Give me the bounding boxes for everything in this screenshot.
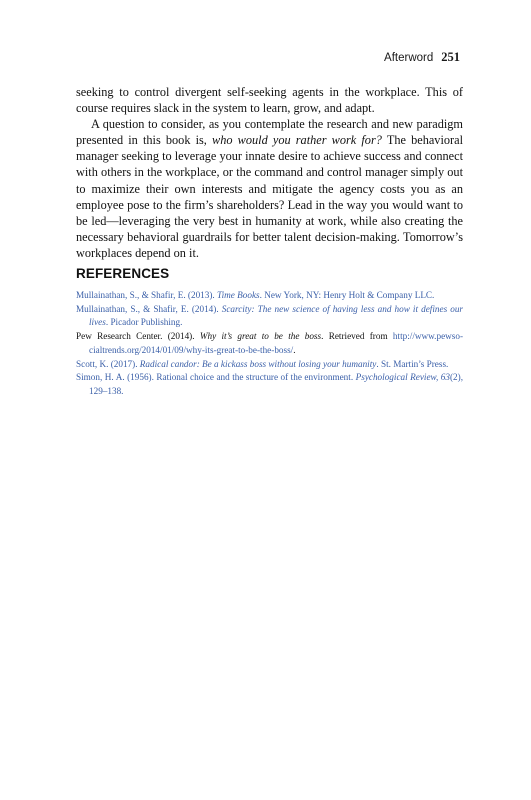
reference-publisher[interactable]: . Picador Publishing. — [105, 317, 183, 328]
reference-journal[interactable]: Psychological Review, 63 — [355, 372, 450, 383]
paragraph-2-question: who would you rather work for? — [212, 133, 382, 148]
paragraph-2-text-end: The behavioral manager seeking to leverage your innate desire to achieve success and connect with others in the workplace, or the command and control manager simply out to maximize their own interests and mitigate the agency costs you as an employee pose to the firm’s shareholders? Lead in the way you would want to be led—leveraging the very best in humanity at work, while also creating the necessary behavioral guardrails for better talent decision-making. Tomorrow’s workplaces depend on it. — [76, 133, 463, 260]
paragraph-1: seeking to control divergent self-seeking agents in the workplace. This of course requires slack in the system to learn, grow, and adapt. — [76, 85, 463, 116]
reference-end: . — [293, 344, 296, 355]
reference-publisher[interactable]: . New York, NY: Henry Holt & Company LLC. — [259, 290, 435, 300]
reference-title[interactable]: Radical candor: Be a kickass boss without losing your humanity — [139, 358, 377, 369]
reference-title[interactable]: Time Books — [217, 290, 260, 300]
paragraph-2 — [76, 116, 463, 261]
reference-url-link[interactable]: http://www.pewsocialtrends.org/2014/01/09/why-its-great-to-be-the-boss/ — [89, 331, 464, 355]
reference-item — [76, 371, 463, 398]
reference-title[interactable]: Scarcity: The new science of having less and how it defines our lives — [89, 303, 463, 328]
reference-item — [76, 289, 463, 303]
reference-pages[interactable]: (2), 129–138. — [89, 372, 463, 396]
reference-authors[interactable]: Mullainathan, S., & Shafir, E. (2014). — [76, 303, 222, 314]
reference-list — [76, 289, 463, 399]
paragraph-2-text-start: A question to consider, as you contemplate the research and new paradigm presented in this book is, — [76, 117, 463, 148]
reference-authors: Pew Research Center. (2014). — [76, 331, 200, 342]
running-head-section: Afterword — [384, 52, 434, 64]
reference-item — [76, 330, 463, 357]
reference-item — [76, 358, 463, 372]
reference-authors[interactable]: Mullainathan, S., & Shafir, E. (2013). — [76, 290, 217, 300]
reference-publisher[interactable]: . St. Martin’s Press. — [376, 358, 449, 369]
page-number: 251 — [441, 50, 460, 64]
reference-authors[interactable]: Scott, K. (2017). — [76, 358, 140, 369]
reference-item — [76, 303, 463, 330]
reference-authors[interactable]: Simon, H. A. (1956). Rational choice and the structure of the environment. — [76, 372, 356, 383]
reference-title: Why it’s great to be the boss — [199, 331, 322, 342]
running-head — [384, 50, 460, 65]
reference-retrieved: . Retrieved from — [321, 331, 393, 342]
afterword-body — [76, 84, 463, 261]
references-heading: REFERENCES — [76, 266, 170, 281]
